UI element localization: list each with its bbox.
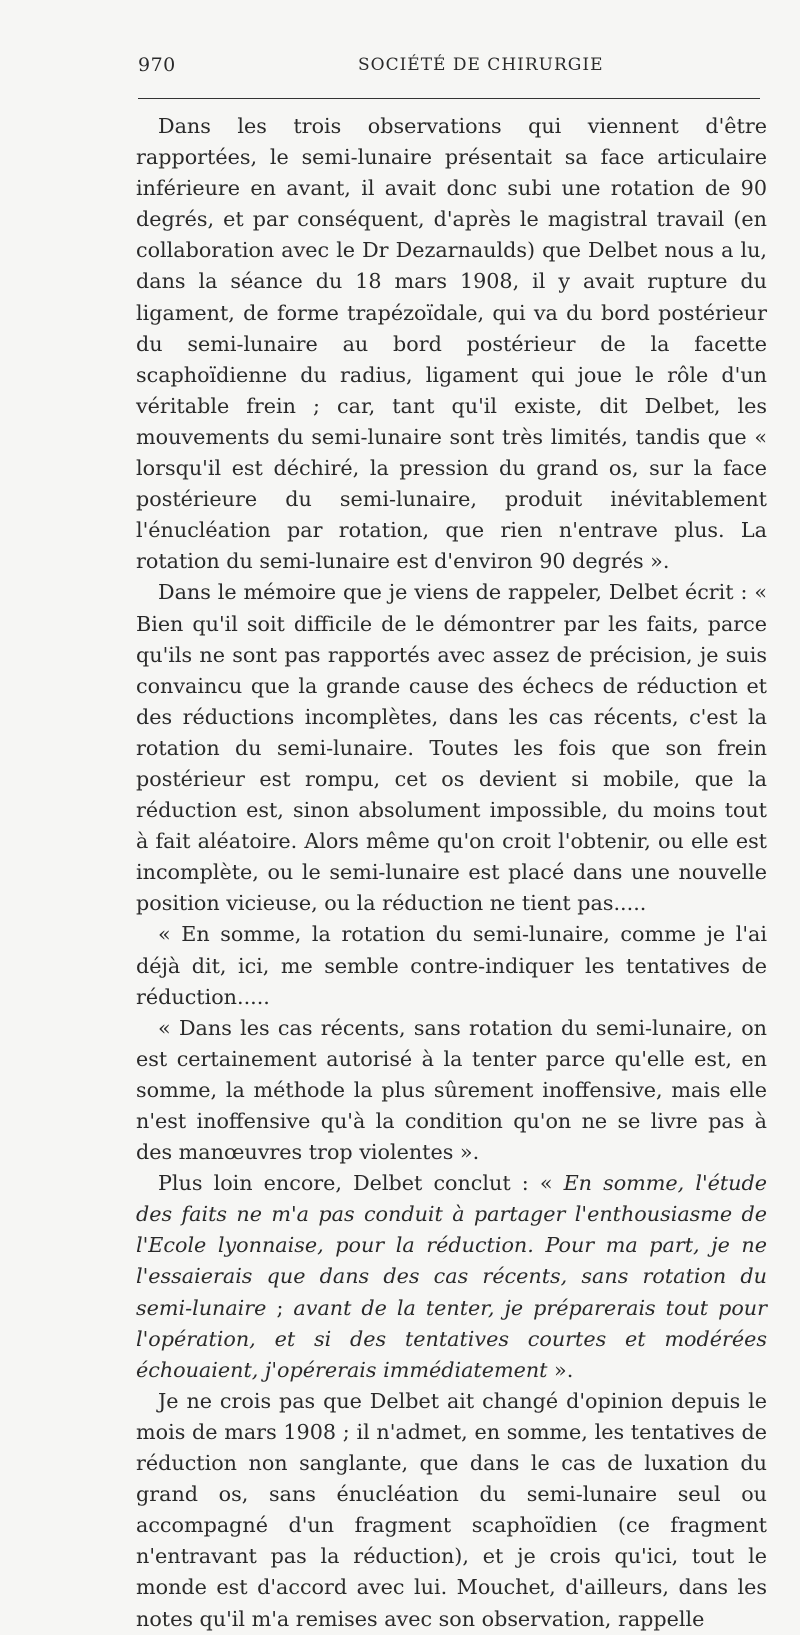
italic-quote: avant de la tenter, je préparerais tout pour l'opération, et si des tentatives courtes et modérées échouaient, j'opérerais immédiatement: [136, 1295, 767, 1382]
text-run: ;: [266, 1295, 294, 1320]
body-text: [136, 111, 767, 1635]
text-run: Dans les trois observations qui viennent d'être rapportées, le semi-lunaire présentait sa face articulaire inférieure en avant, il avait donc subi une rotation de 90 degrés, et par conséquent, d'après le magistral travail (en collaboration avec le Dr Dezarnaulds) que Delbet nous a lu, dans la séance du 18 mars 1908, il y avait rupture du ligament, de forme trapézoïdale, qui va du bord postérieur du semi-lunaire au bord postérieur de la facette scaphoïdienne du radius, ligament qui joue le rôle d'un véritable frein ; car, tant qu'il existe, dit Delbet, les mouvements du semi-lunaire sont très limités, tandis que « lorsqu'il est déchiré, la pression du grand os, sur la face postérieure du semi-lunaire, produit inévitablement l'énucléation par rotation, que rien n'entrave plus. La rotation du semi-lunaire est d'environ 90 degrés ».: [136, 114, 767, 574]
paragraph: [136, 1386, 767, 1635]
paragraph: [136, 1168, 767, 1386]
paragraph: [136, 919, 767, 1012]
text-run: « En somme, la rotation du semi-lunaire, comme je l'ai déjà dit, ici, me semble contre-indiquer les tentatives de réduction.....: [136, 922, 767, 1009]
paragraph: [136, 111, 767, 577]
text-run: « Dans les cas récents, sans rotation du semi-lunaire, on est certainement autorisé à la tenter parce qu'elle est, en somme, la méthode la plus sûrement inoffensive, mais elle n'est inoffensive qu'à la condition qu'on ne se livre pas à des manœuvres trop violentes ».: [136, 1015, 767, 1165]
paragraph: [136, 577, 767, 919]
text-run: ».: [547, 1357, 574, 1382]
text-run: Dans le mémoire que je viens de rappeler, Delbet écrit : « Bien qu'il soit difficile de le démontrer par les faits, parce qu'ils ne sont pas rapportés avec assez de précision, je suis convaincu que la grande cause des échecs de réduction et des réductions incomplètes, dans les cas récents, c'est la rotation du semi-lunaire. Toutes les fois que son frein postérieur est rompu, cet os devient si mobile, que la réduction est, sinon absolument impossible, du moins tout à fait aléatoire. Alors même qu'on croit l'obtenir, ou elle est incomplète, ou le semi-lunaire est placé dans une nouvelle position vicieuse, ou la réduction ne tient pas.....: [136, 580, 767, 916]
paragraph: [136, 1013, 767, 1168]
page-header: [138, 54, 738, 80]
text-run: Plus loin encore, Delbet conclut : «: [158, 1171, 564, 1196]
text-run: Je ne crois pas que Delbet ait changé d'opinion depuis le mois de mars 1908 ; il n'admet, en somme, les tentatives de réduction non sanglante, que dans le cas de luxation du grand os, sans énucléation du semi-lunaire seul ou accompagné d'un fragment scaphoïdien (ce fragment n'entravant pas la réduction), et je crois qu'ici, tout le monde est d'accord avec lui. Mouchet, d'ailleurs, dans les notes qu'il m'a remises avec son observation, rappelle: [136, 1388, 767, 1631]
running-title: SOCIÉTÉ DE CHIRURGIE: [358, 55, 604, 75]
page-number: 970: [138, 54, 176, 76]
italic-quote: En somme, l'étude des faits ne m'a pas conduit à partager l'enthousiasme de l'Ecole lyonnaise, pour la réduction. Pour ma part, je ne l'essaierais que dans des cas récents, sans rotation du semi-lunaire: [136, 1171, 767, 1320]
header-rule: [138, 98, 760, 99]
